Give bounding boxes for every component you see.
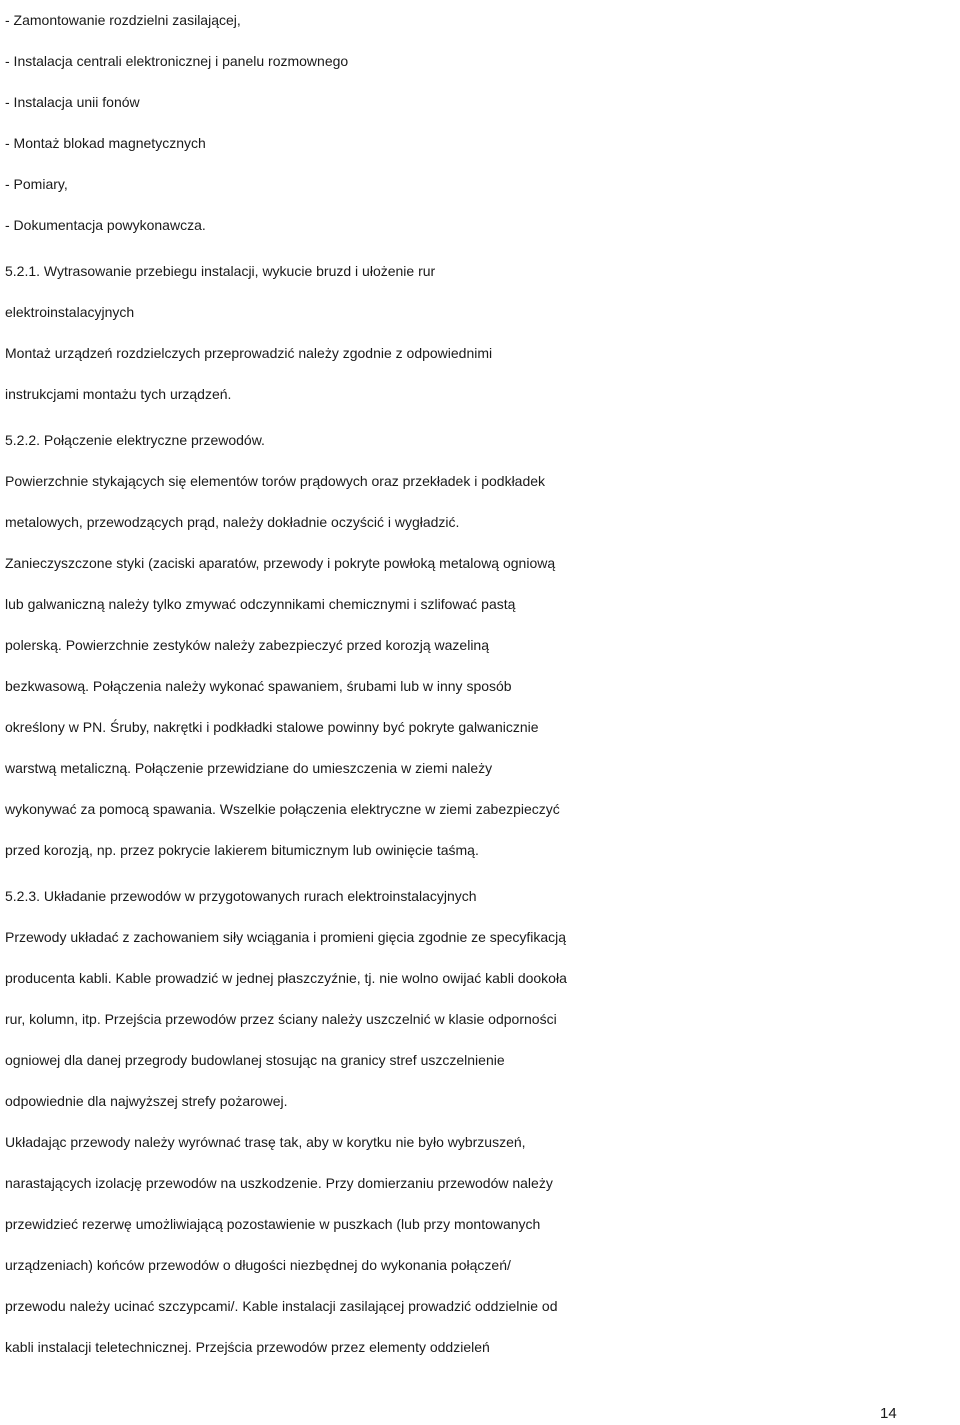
list-item: - Pomiary,: [5, 176, 68, 192]
section-5-2-3: [5, 876, 960, 1368]
section-heading-continued: elektroinstalacyjnych: [5, 304, 135, 320]
paragraph-line: rur, kolumn, itp. Przejścia przewodów przez ściany należy uszczelnić w klasie odporności: [5, 1011, 557, 1027]
paragraph-line: warstwą metaliczną. Połączenie przewidziane do umieszczenia w ziemi należy: [5, 760, 493, 776]
section-5-2-1: [5, 251, 960, 415]
paragraph-line: bezkwasową. Połączenia należy wykonać spawaniem, śrubami lub w inny sposób: [5, 678, 512, 694]
paragraph-line: producenta kabli. Kable prowadzić w jednej płaszczyźnie, tj. nie wolno owijać kabli dookoła: [5, 970, 567, 986]
paragraph-line: Powierzchnie stykających się elementów torów prądowych oraz przekładek i podkładek: [5, 473, 546, 489]
paragraph-line: metalowych, przewodzących prąd, należy dokładnie oczyścić i wygładzić.: [5, 514, 460, 530]
list-item: - Instalacja centrali elektronicznej i panelu rozmownego: [5, 53, 349, 69]
paragraph-line: Zanieczyszczone styki (zaciski aparatów, przewody i pokryte powłoką metalową ogniową: [5, 555, 556, 571]
section-heading: 5.2.1. Wytrasowanie przebiegu instalacji, wykucie bruzd i ułożenie rur: [5, 263, 436, 279]
paragraph-line: lub galwaniczną należy tylko zmywać odczynnikami chemicznymi i szlifować pastą: [5, 596, 516, 612]
list-item: - Dokumentacja powykonawcza.: [5, 217, 206, 233]
list-item: - Instalacja unii fonów: [5, 94, 140, 110]
paragraph-line: urządzeniach) końców przewodów o długości niezbędnej do wykonania połączeń/: [5, 1257, 511, 1273]
task-list: [5, 0, 960, 246]
list-item: - Montaż blokad magnetycznych: [5, 135, 206, 151]
paragraph-line: przed korozją, np. przez pokrycie lakierem bitumicznym lub owinięcie taśmą.: [5, 842, 479, 858]
paragraph-line: odpowiednie dla najwyższej strefy pożarowej.: [5, 1093, 288, 1109]
paragraph-line: narastających izolację przewodów na uszkodzenie. Przy domierzaniu przewodów należy: [5, 1175, 553, 1191]
paragraph-line: wykonywać za pomocą spawania. Wszelkie połączenia elektryczne w ziemi zabezpieczyć: [5, 801, 560, 817]
section-heading: 5.2.2. Połączenie elektryczne przewodów.: [5, 432, 265, 448]
page-number: 14: [880, 1405, 897, 1422]
paragraph-line: instrukcjami montażu tych urządzeń.: [5, 386, 232, 402]
paragraph-line: Montaż urządzeń rozdzielczych przeprowadzić należy zgodnie z odpowiednimi: [5, 345, 493, 361]
paragraph-line: polerską. Powierzchnie zestyków należy zabezpieczyć przed korozją wazeliną: [5, 637, 490, 653]
section-heading: 5.2.3. Układanie przewodów w przygotowanych rurach elektroinstalacyjnych: [5, 888, 477, 904]
section-5-2-2: [5, 420, 960, 871]
paragraph-line: przewodu należy ucinać szczypcami/. Kable instalacji zasilającej prowadzić oddzielnie od: [5, 1298, 558, 1314]
paragraph-line: ogniowej dla danej przegrody budowlanej stosując na granicy stref uszczelnienie: [5, 1052, 505, 1068]
paragraph-line: Przewody układać z zachowaniem siły wciągania i promieni gięcia zgodnie ze specyfikacją: [5, 929, 567, 945]
paragraph-line: Układając przewody należy wyrównać trasę tak, aby w korytku nie było wybrzuszeń,: [5, 1134, 526, 1150]
document-page: [5, 0, 960, 1368]
paragraph-line: określony w PN. Śruby, nakrętki i podkładki stalowe powinny być pokryte galwanicznie: [5, 719, 539, 735]
paragraph-line: przewidzieć rezerwę umożliwiającą pozostawienie w puszkach (lub przy montowanych: [5, 1216, 541, 1232]
paragraph-line: kabli instalacji teletechnicznej. Przejścia przewodów przez elementy oddzieleń: [5, 1339, 490, 1355]
list-item: - Zamontowanie rozdzielni zasilającej,: [5, 12, 241, 28]
